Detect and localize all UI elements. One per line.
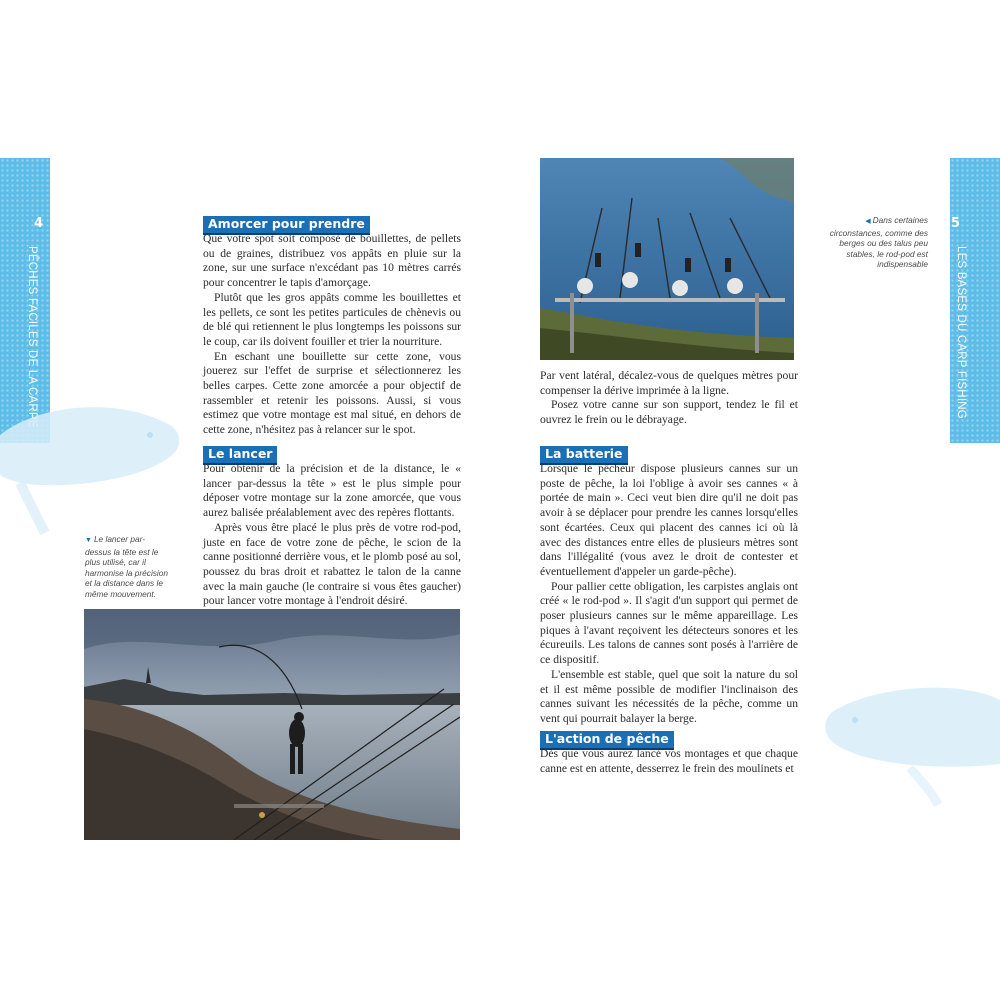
right-photo-caption: ◀ Dans certaines circonstances, comme des berges ou des talus peu stables, le rod-pod est indispensable: [829, 215, 928, 270]
left-page-number: 4: [34, 216, 44, 231]
left-tab-label: PÊCHES FACILES DE LA CARPE: [26, 246, 38, 428]
triangle-left-icon: ◀: [865, 218, 871, 225]
paragraph: Pour pallier cette obligation, les carpistes anglais ont créé « le rod-pod ». Il s'agit d'un support qui permet de poser plusieurs cannes sur le même appareillage. Les piques à l'avant reçoivent les détecteurs sonores et les écureuils. Les talons de cannes sont posés à l'arrière de ce dispositif.: [540, 579, 798, 667]
paragraph: En eschant une bouillette sur cette zone, vous jouerez sur l'effet de surprise et sélectionnerez les belles carpes. Cette zone amorcée a pour objectif de rassembler et retenir les poissons. Aussi, si vous estimez que votre montage est mal situé, en dehors de cette zone, n'hésitez pas à relancer sur le spot.: [203, 349, 461, 437]
section-amorcer-text: [203, 232, 461, 438]
right-intro-text: [540, 369, 798, 428]
paragraph: Que votre spot soit composé de bouillettes, de pellets ou de graines, distribuez vos appâts en pluie sur la zone, sur une surface n'excédant pas 10 mètres carrés pour concentrer le tapis d'amorçage.: [203, 232, 461, 290]
photo-rod-pod: [540, 158, 794, 360]
paragraph: L'ensemble est stable, quel que soit la nature du sol et il est même possible de modifier l'inclinaison des cannes suivant les nécessités de la pêche, comme un vent qui pourrait balayer la berge.: [540, 667, 798, 725]
section-batterie-text: [540, 462, 798, 727]
triangle-down-icon: ▼: [85, 537, 92, 544]
paragraph: Après vous être placé le plus près de votre rod-pod, juste en face de votre zone de pêche, le scion de la canne positionné derrière vous, et le plomb posé au sol, poussez du bras droit et rabattez le talon de la canne avec la main gauche (le contraire si vous êtes gaucher) pour lancer votre montage à l'endroit désiré.: [203, 520, 461, 608]
right-page-number: 5: [951, 216, 961, 231]
paragraph: Dès que vous aurez lancé vos montages et que chaque canne est en attente, desserrez le frein des moulinets et: [540, 747, 798, 775]
heading-lancer: Le lancer: [203, 446, 277, 465]
paragraph: Plutôt que les gros appâts comme les bouillettes et les pellets, ce sont les petites particules de chènevis ou de blé qui retiennent le plus longtemps les poissons sur le coup, car ils doivent fouiller et trier la nourriture.: [203, 290, 461, 348]
fish-watermark-right: [820, 680, 1000, 810]
section-lancer-text: [203, 462, 461, 609]
heading-action-de-peche: L'action de pêche: [540, 731, 674, 750]
paragraph: Pour obtenir de la précision et de la distance, le « lancer par-dessus la tête » est le plus simple pour déposer votre montage sur la zone amorcée, que vous aurez balisée préalablement avec des repères flottants.: [203, 462, 461, 520]
fish-watermark-left: [0, 395, 185, 535]
photo-angler-casting: [84, 609, 460, 840]
left-photo-caption: ▼ Le lancer par-dessus la tête est le plus utilisé, car il harmonise la précision et la distance dans le même mouvement.: [85, 534, 169, 599]
paragraph: Par vent latéral, décalez-vous de quelques mètres pour compenser la dérive imprimée à la ligne.: [540, 369, 798, 397]
section-action-text: [540, 747, 798, 776]
right-tab-label: LES BASES DU CARP FISHING: [955, 246, 967, 419]
paragraph: Posez votre canne sur son support, tendez le fil et ouvrez le frein ou le débrayage.: [540, 398, 798, 427]
heading-batterie: La batterie: [540, 446, 628, 465]
paragraph: Lorsque le pêcheur dispose plusieurs cannes sur un poste de pêche, la loi l'oblige à avoir ses cannes « à portée de main ». Ceci veut bien dire qu'il ne doit pas avoir à se déplacer pour prendre les cannes lorsqu'elles sont écartées. Ceux qui placent des cannes ici où là avec des distances entre elles de plusieurs mètres sont dans l'illégalité (vous avez le droit de contester et éventuellement d'appeler un garde-pêche).: [540, 462, 798, 578]
heading-amorcer: Amorcer pour prendre: [203, 216, 370, 235]
